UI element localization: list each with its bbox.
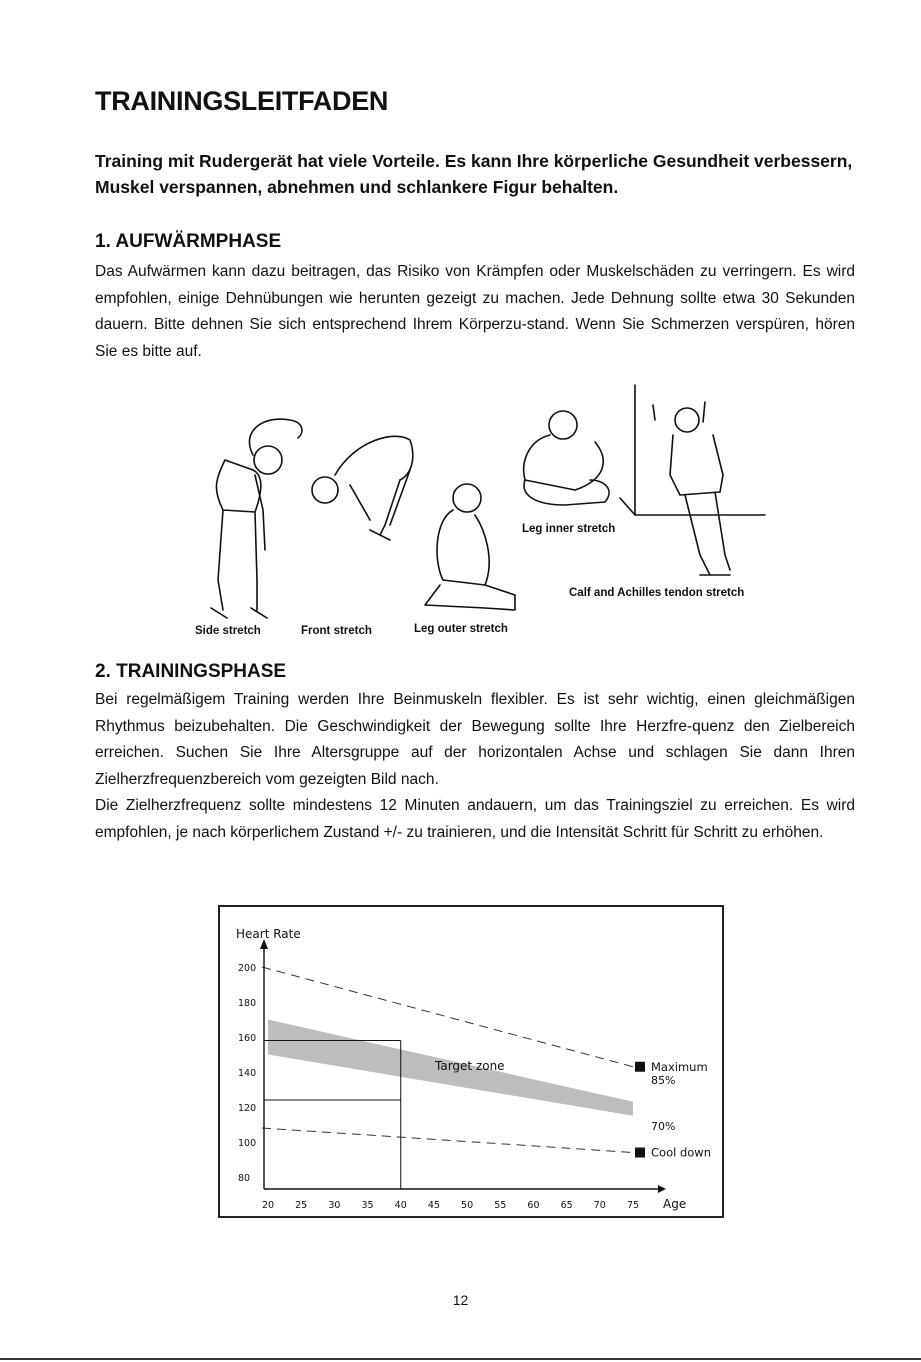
page-number: 12 (452, 1292, 469, 1308)
x-tick-label: 40 (394, 1200, 407, 1211)
label-front-stretch: Front stretch (301, 625, 372, 637)
stretch-drawings (185, 380, 775, 642)
x-tick-label: 20 (261, 1200, 275, 1211)
front-stretch-figure (312, 436, 413, 540)
label-side-stretch: Side stretch (195, 625, 261, 637)
side-stretch-figure (211, 419, 302, 618)
maximum-marker (635, 1062, 645, 1072)
y-tick-label: 80 (238, 1173, 251, 1184)
page-title: TRAININGSLEITFADEN (95, 86, 389, 116)
label-leg-inner-stretch: Leg inner stretch (522, 523, 616, 535)
x-axis-arrow (658, 1185, 666, 1193)
label-85-percent: 85% (651, 1073, 676, 1087)
x-tick-label: 55 (494, 1200, 507, 1211)
x-tick-label: 65 (560, 1200, 573, 1211)
training-paragraph-1: Bei regelmäßigem Training werden Ihre Beinmuskeln flexibler. Es ist sehr wichtig, einen gleichmäßigen Rhythmus beizubehalten. Die Geschwindigkeit der Bewegung sollte Ihre Herzfre-quenz den Zielbereich erreichen. Suchen Sie Ihre Altersgruppe auf der horizontalen Achse und schlagen Sie dann Ihren Zielherzfrequenzbereich vom gezeigten Bild nach. (95, 691, 855, 788)
heart-rate-chart-svg (220, 907, 722, 1216)
calf-stretch-figure (620, 385, 765, 575)
cool-down-marker (635, 1148, 645, 1158)
y-tick-label: 100 (238, 1138, 257, 1149)
training-paragraph-2: Die Zielherzfrequenz sollte mindestens 12 Minuten andauern, um das Trainingsziel zu erreichen. Es wird empfohlen, je nach körperlichem Zustand +/- zu trainieren, und die Intensität Schritt für Schritt zu erhöhen. (95, 797, 855, 841)
x-tick-label: 75 (626, 1200, 640, 1211)
y-tick-label: 200 (238, 963, 257, 974)
x-axis-title: Age (663, 1197, 687, 1211)
warmup-heading: 1. AUFWÄRMPHASE (95, 231, 282, 252)
stretch-illustrations (185, 380, 775, 642)
training-heading: 2. TRAININGSPHASE (95, 661, 287, 682)
label-leg-outer-stretch: Leg outer stretch (414, 623, 508, 635)
heart-rate-chart (218, 905, 724, 1218)
x-tick-label: 50 (461, 1200, 474, 1211)
label-70-percent: 70% (651, 1119, 676, 1133)
warmup-paragraph: Das Aufwärmen kann dazu beitragen, das Risiko von Krämpfen oder Muskelschäden zu verringern. Es wird empfohlen, einige Dehnübungen wie herunten gezeigt zu machen. Jede Dehnung sollte etwa 30 Sekunden dauern. Bitte dehnen Sie sich entsprechend Ihrem Körperzu-stand. Wenn Sie Schmerzen verspüren, hören Sie es bitte auf. (95, 263, 855, 360)
x-tick-label: 70 (593, 1200, 606, 1211)
bottom-rule (0, 1358, 921, 1360)
x-tick-label: 60 (527, 1200, 540, 1211)
maximum-label: Maximum (651, 1059, 708, 1074)
leg-outer-stretch-figure (425, 484, 515, 610)
cool-down-line (262, 1128, 633, 1153)
x-tick-label: 25 (295, 1200, 308, 1211)
training-text (95, 687, 855, 846)
y-tick-label: 180 (238, 998, 257, 1009)
target-zone-label: Target zone (435, 1059, 505, 1073)
x-tick-label: 35 (361, 1200, 374, 1211)
label-calf-stretch: Calf and Achilles tendon stretch (569, 587, 745, 599)
intro-paragraph: Training mit Rudergerät hat viele Vorteile. Es kann Ihre körperliche Gesundheit verbessern, Muskel verspannen, abnehmen und schlankere Figur behalten. (95, 151, 853, 197)
y-tick-label: 120 (238, 1103, 257, 1114)
x-tick-label: 30 (328, 1200, 341, 1211)
y-axis-title: Heart Rate (236, 927, 301, 941)
leg-inner-stretch-figure (524, 411, 609, 505)
cool-down-label: Cool down (651, 1145, 711, 1160)
y-tick-label: 140 (238, 1068, 257, 1079)
warmup-text (95, 259, 855, 365)
y-tick-label: 160 (238, 1033, 257, 1044)
x-tick-label: 45 (427, 1200, 440, 1211)
